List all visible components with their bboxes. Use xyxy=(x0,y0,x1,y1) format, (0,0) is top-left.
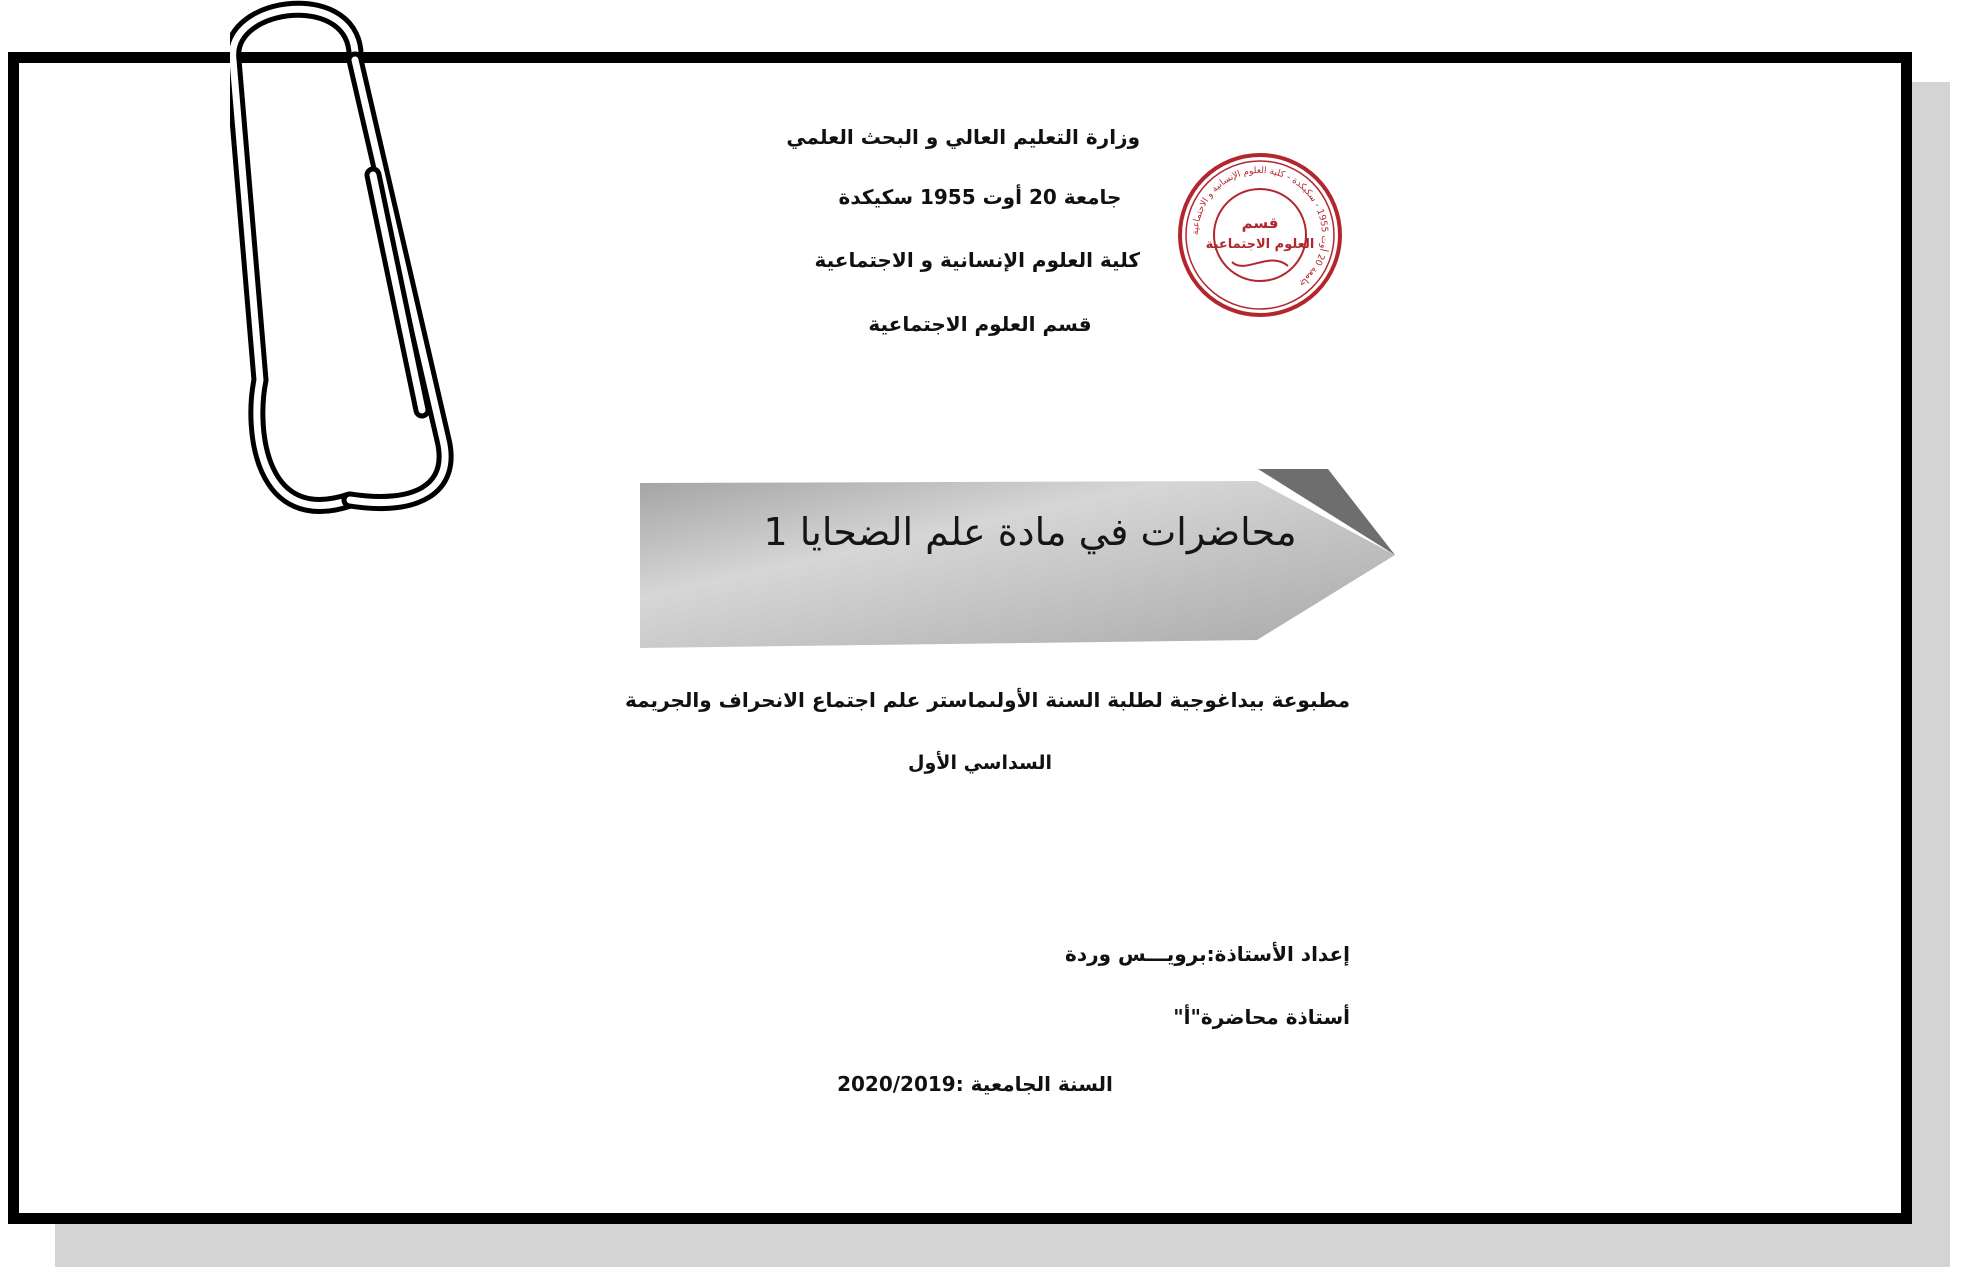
paperclip-icon xyxy=(230,0,460,520)
stamp-center-line1: قسم xyxy=(1241,214,1279,232)
stamp-ring-text: جامعة 20 أوت 1955 - سكيكدة - كلية العلوم الإنسانية و الاجتماعية xyxy=(1190,165,1330,289)
banner-title: محاضرات في مادة علم الضحايا 1 xyxy=(763,510,1297,554)
ministry-line: وزارة التعليم العالي و البحث العلمي xyxy=(786,125,1140,149)
department-stamp xyxy=(1170,150,1350,320)
title-banner xyxy=(640,467,1400,652)
author-rank: أستاذة محاضرة"أ" xyxy=(1173,1005,1350,1029)
department-line: قسم العلوم الاجتماعية xyxy=(868,312,1092,336)
semester-label: السداسي الأول xyxy=(908,752,1052,774)
stamp-center-line2: العلوم الاجتماعية xyxy=(1205,237,1315,252)
author-line: إعداد الأستاذة:برويـــس وردة xyxy=(1065,942,1350,966)
faculty-line: كلية العلوم الإنسانية و الاجتماعية xyxy=(814,248,1140,272)
stamp-signature-icon xyxy=(1232,260,1288,266)
course-description: مطبوعة بيداغوجية لطلبة السنة الأولىماستر علم اجتماع الانحراف والجريمة xyxy=(625,688,1350,712)
university-line: جامعة 20 أوت 1955 سكيكدة xyxy=(838,185,1122,209)
academic-year: السنة الجامعية :2020/2019 xyxy=(837,1072,1113,1096)
